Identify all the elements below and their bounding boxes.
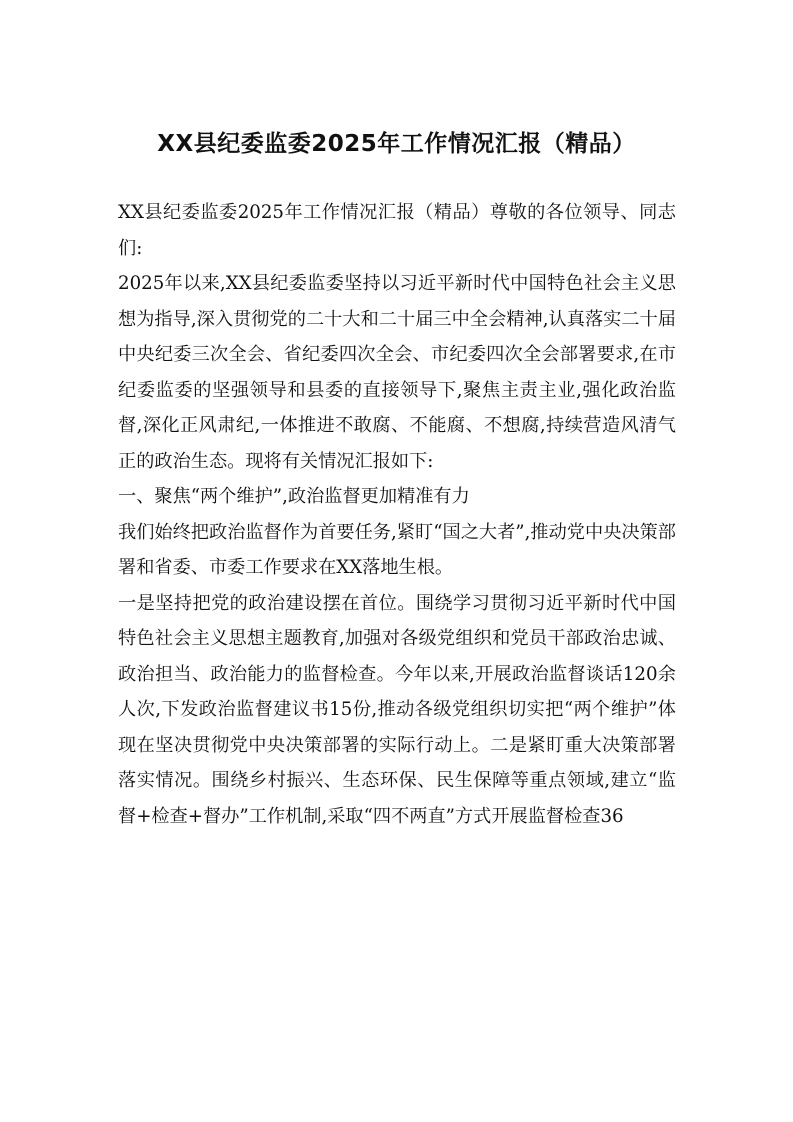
- paragraph-section-1-detail: 一是坚持把党的政治建设摆在首位。围绕学习贯彻习近平新时代中国特色社会主义思想主题教育,加强对各级党组织和党员干部政治忠诚、政治担当、政治能力的监督检查。今年以来,开展政治监督谈话120余人次,下发政治监督建议书15份,推动各级党组织切实把“两个维护”体现在坚决贯彻党中央决策部署的实际行动上。二是紧盯重大决策部署落实情况。围绕乡村振兴、生态环保、民生保障等重点领域,建立“监督+检查+督办”工作机制,采取“四不两直”方式开展监督检查36: [118, 592, 676, 827]
- paragraph-intro: 2025年以来,XX县纪委监委坚持以习近平新时代中国特色社会主义思想为指导,深入贯彻党的二十大和二十届三中全会精神,认真落实二十届中央纪委三次全会、省纪委四次全会、市纪委四次全会部署要求,在市纪委监委的坚强领导和县委的直接领导下,聚焦主责主业,强化政治监督,深化正风肃纪,一体推进不敢腐、不能腐、不想腐,持续营造风清气正的政治生态。现将有关情况汇报如下:: [118, 273, 676, 472]
- document-body: [118, 195, 676, 834]
- section-heading-1: 一、聚焦“两个维护”,政治监督更加精准有力: [118, 486, 470, 507]
- document-title: XX县纪委监委2025年工作情况汇报（精品）: [157, 131, 636, 157]
- paragraph-section-1-summary: 我们始终把政治监督作为首要任务,紧盯“国之大者”,推动党中央决策部署和省委、市委工作要求在XX落地生根。: [118, 521, 676, 578]
- paragraph-greeting: XX县纪委监委2025年工作情况汇报（精品）尊敬的各位领导、同志们:: [118, 202, 676, 259]
